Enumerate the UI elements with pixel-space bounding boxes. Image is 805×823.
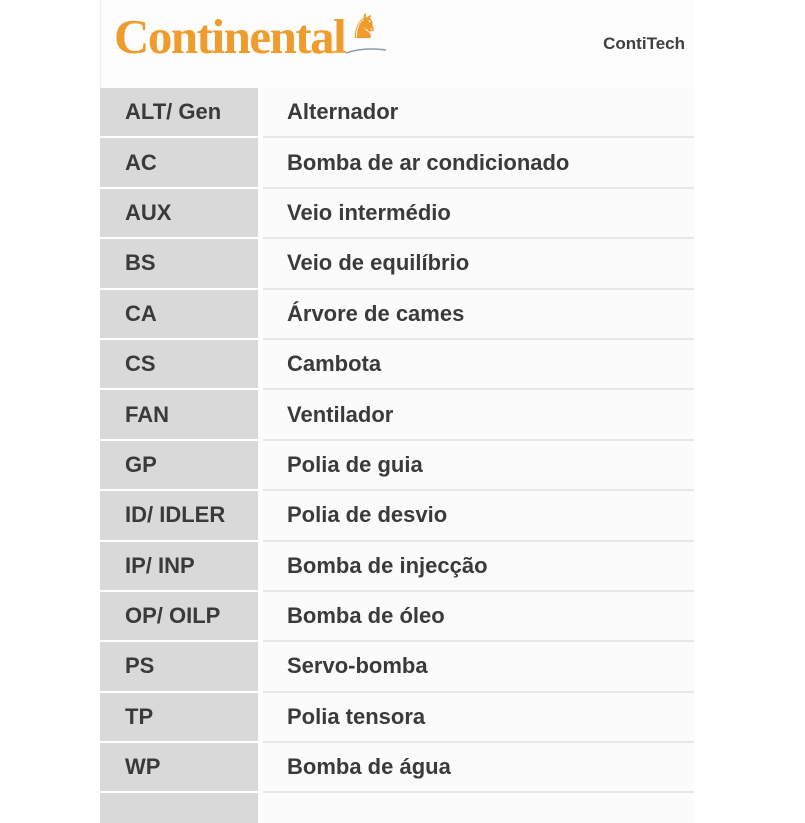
abbreviation-cell: BS [100, 239, 258, 289]
header [100, 0, 694, 88]
description-cell: Bomba de ar condicionado [263, 138, 694, 188]
description-cell [263, 793, 694, 823]
description-cell: Bomba de injecção [263, 542, 694, 592]
abbreviation-cell: PS [100, 642, 258, 692]
description-cell: Polia de desvio [263, 491, 694, 541]
description-cell: Servo-bomba [263, 642, 694, 692]
description-cell: Bomba de óleo [263, 592, 694, 642]
table-row [100, 138, 694, 188]
description-cell: Veio de equilíbrio [263, 239, 694, 289]
continental-wordmark: Continental [114, 9, 346, 64]
description-cell: Bomba de água [263, 743, 694, 793]
description-cell: Ventilador [263, 390, 694, 440]
table-row [100, 239, 694, 289]
description-cell: Alternador [263, 88, 694, 138]
table-row [100, 491, 694, 541]
abbreviation-table [100, 88, 694, 793]
contitech-label: ContiTech [603, 34, 685, 53]
table-row [100, 189, 694, 239]
table-row [100, 693, 694, 743]
abbreviation-cell: AUX [100, 189, 258, 239]
abbreviation-cell: ALT/ Gen [100, 88, 258, 138]
table-row [100, 542, 694, 592]
abbreviation-cell: CA [100, 290, 258, 340]
table-row [100, 592, 694, 642]
description-cell: Cambota [263, 340, 694, 390]
description-cell: Veio intermédio [263, 189, 694, 239]
abbreviation-cell: GP [100, 441, 258, 491]
table-row [100, 88, 694, 138]
abbreviation-cell: AC [100, 138, 258, 188]
table-row [100, 743, 694, 793]
description-cell: Polia de guia [263, 441, 694, 491]
horse-emblem [349, 7, 387, 58]
abbreviation-cell: TP [100, 693, 258, 743]
table-row [100, 390, 694, 440]
description-cell: Árvore de cames [263, 290, 694, 340]
abbreviation-cell: ID/ IDLER [100, 491, 258, 541]
abbreviation-cell: CS [100, 340, 258, 390]
abbreviation-cell: IP/ INP [100, 542, 258, 592]
table-row [100, 642, 694, 692]
table-row [100, 441, 694, 491]
horse-swoosh-underline [345, 45, 387, 55]
abbreviation-cell: FAN [100, 390, 258, 440]
continental-logo [114, 7, 387, 64]
rearing-horse-icon: ♞ [349, 7, 380, 47]
abbreviation-cell: WP [100, 743, 258, 793]
abbreviation-cell: OP/ OILP [100, 592, 258, 642]
content-column [100, 0, 694, 805]
table-row [100, 340, 694, 390]
description-cell: Polia tensora [263, 693, 694, 743]
abbreviation-cell [100, 793, 258, 823]
table-row [100, 290, 694, 340]
clipped-partial-row [100, 793, 694, 823]
